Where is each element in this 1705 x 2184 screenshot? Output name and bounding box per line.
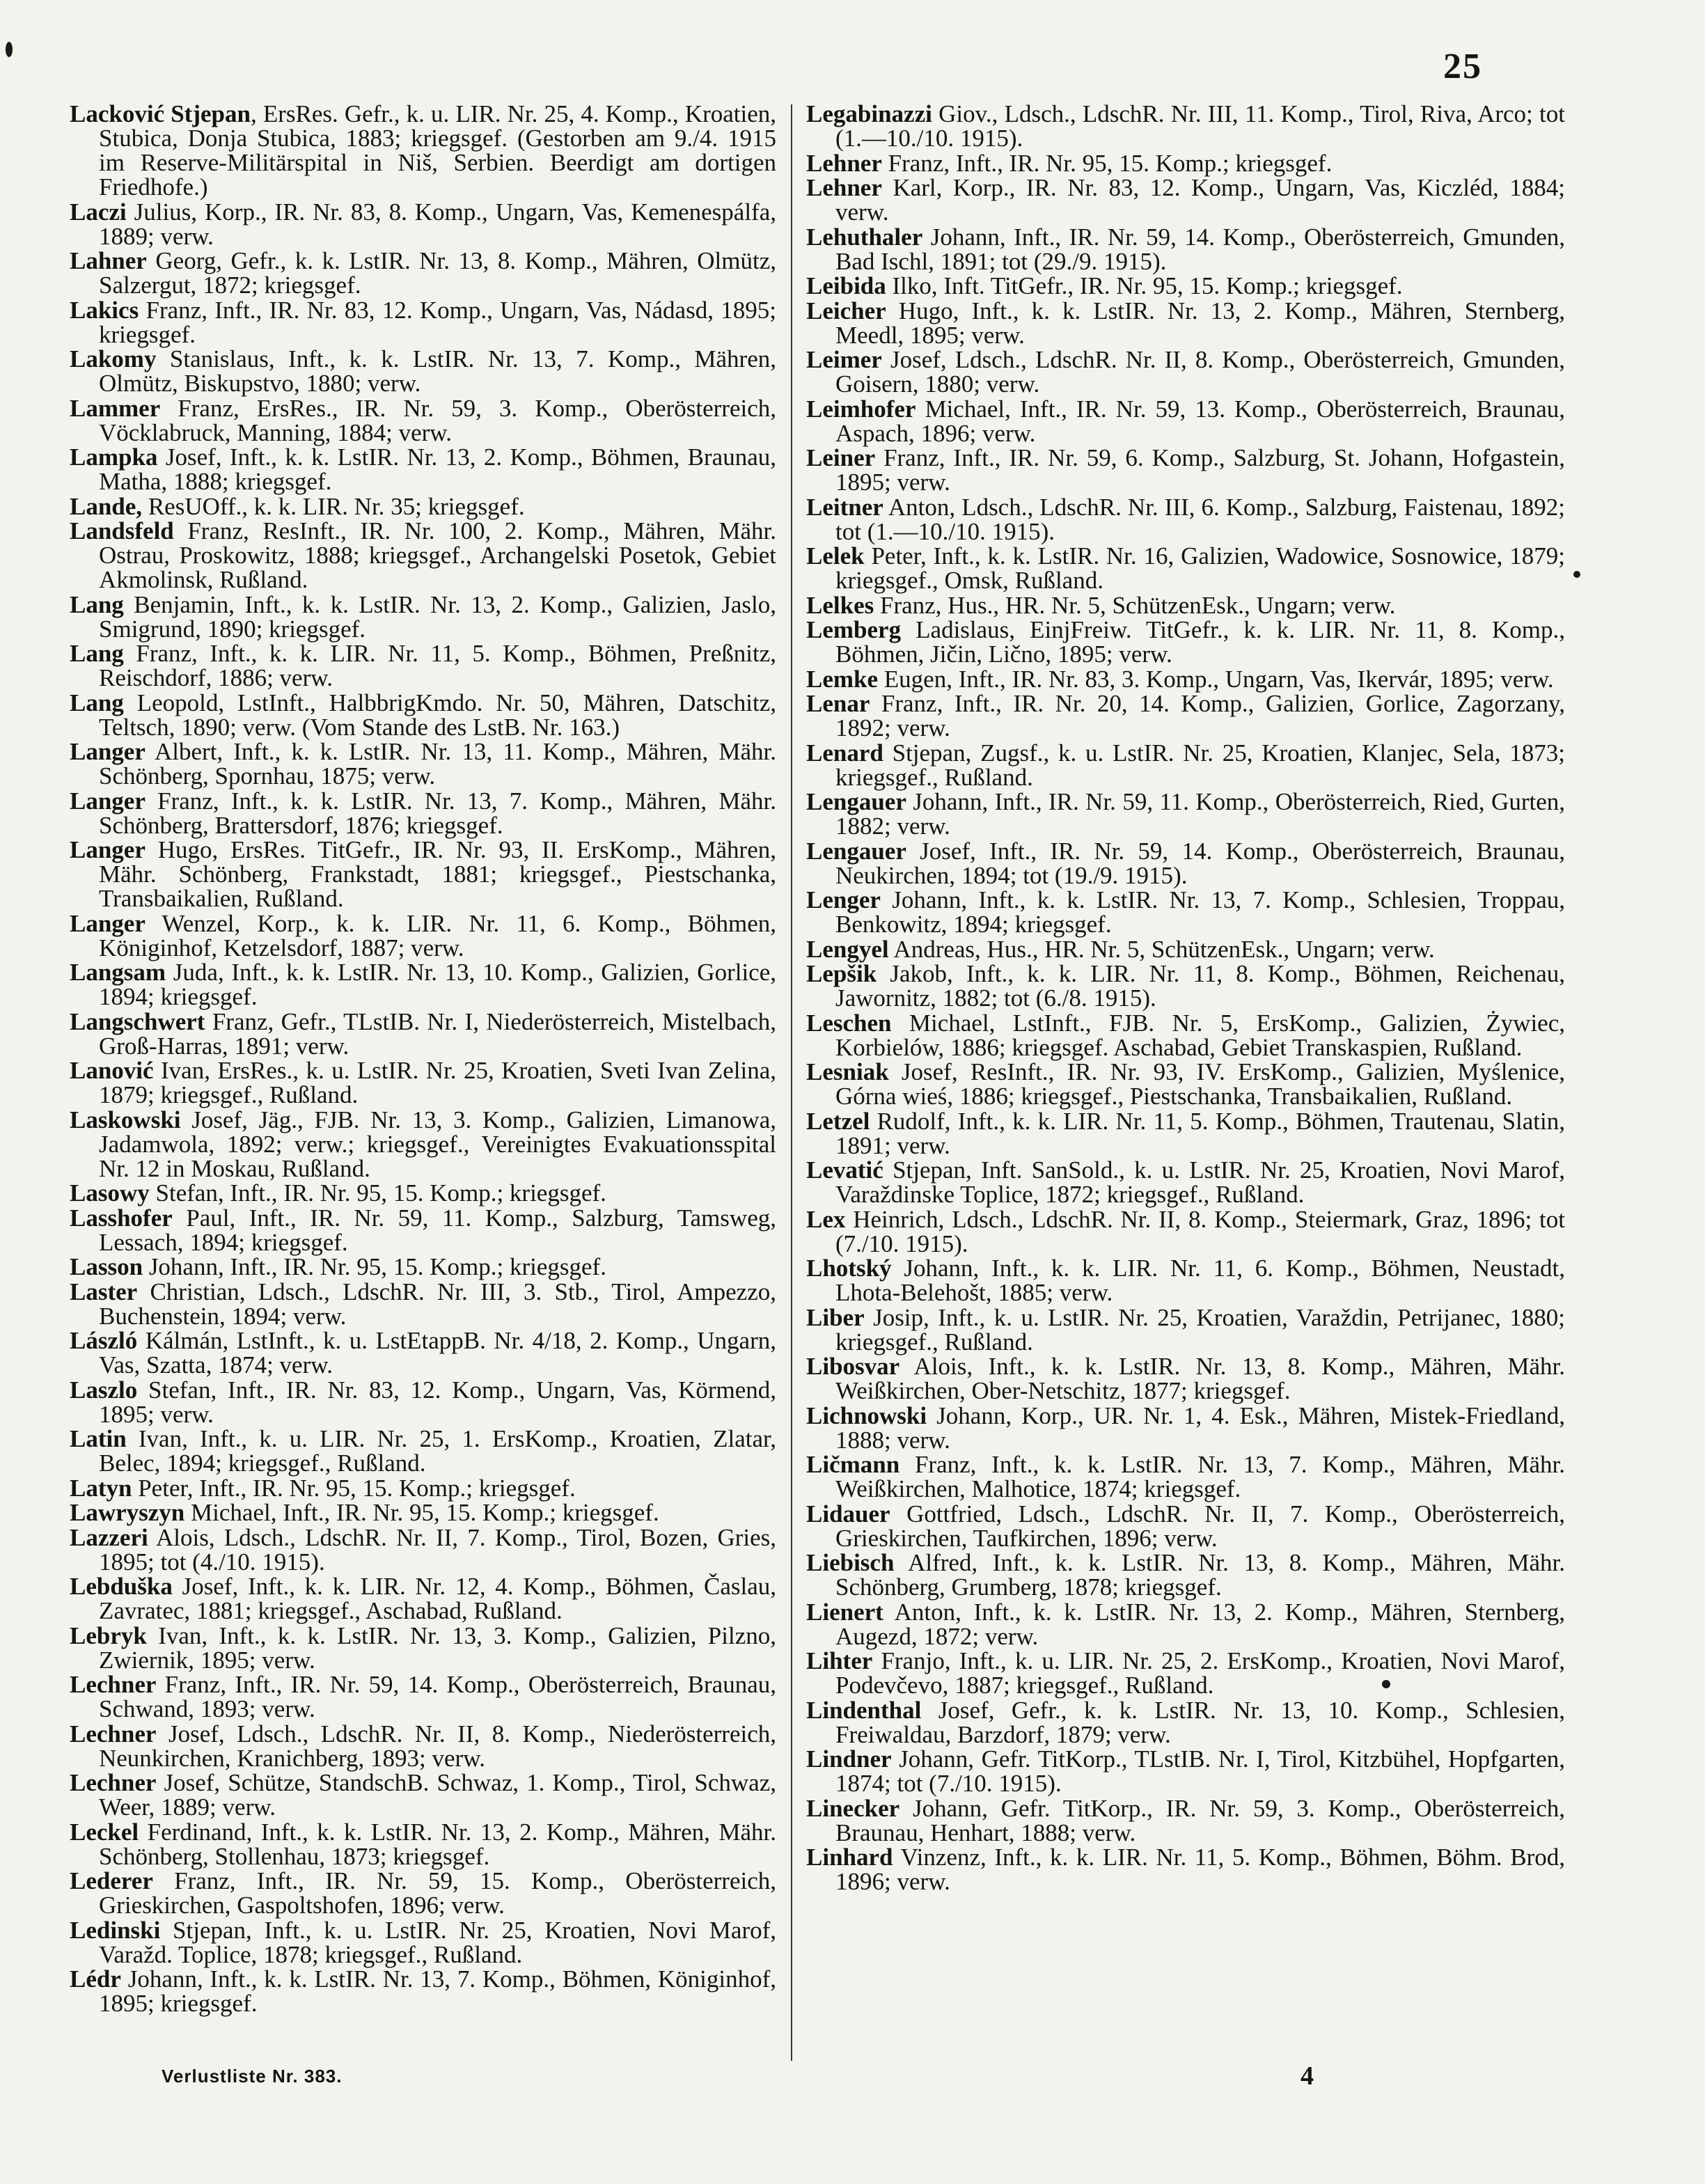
list-entry bbox=[806, 1207, 1565, 1256]
list-entry bbox=[70, 1427, 776, 1475]
entry-surname: Ličmann bbox=[806, 1451, 900, 1478]
list-entry bbox=[70, 739, 776, 788]
entry-details: Franz, ResInft., IR. Nr. 100, 2. Komp., Mähren, Mähr. Ostrau, Proskowitz, 1888; kriegsgef., Archangelski Posetok, Gebiet Akmolinsk, Rußland. bbox=[99, 517, 776, 593]
entry-surname: László bbox=[70, 1327, 138, 1354]
list-entry bbox=[70, 1181, 776, 1205]
entry-surname: Lasshofer bbox=[70, 1204, 173, 1232]
entry-surname: Lakics bbox=[70, 296, 139, 324]
list-entry bbox=[806, 495, 1565, 544]
entry-details: Hugo, Inft., k. k. LstIR. Nr. 13, 2. Komp., Mähren, Sternberg, Meedl, 1895; verw. bbox=[835, 297, 1565, 349]
entry-details: Eugen, Inft., IR. Nr. 83, 3. Komp., Ungarn, Vas, Ikervár, 1895; verw. bbox=[878, 665, 1554, 693]
list-entry bbox=[806, 1354, 1565, 1403]
entry-details: Leopold, LstInft., HalbbrigKmdo. Nr. 50, Mähren, Datschitz, Teltsch, 1890; verw. (Vom Stande des LstB. Nr. 163.) bbox=[99, 689, 776, 741]
entry-surname: Lengauer bbox=[806, 837, 906, 865]
list-entry bbox=[70, 1621, 776, 1674]
list-entry bbox=[70, 102, 776, 199]
entry-details: Franz, ErsRes., IR. Nr. 59, 3. Komp., Oberösterreich, Vöcklabruck, Manning, 1884; verw. bbox=[99, 394, 776, 446]
entry-details: Josip, Inft., k. u. LstIR. Nr. 25, Kroatien, Varaždin, Petrijanec, 1880; kriegsgef., Rußland. bbox=[835, 1303, 1565, 1356]
entry-surname: Lindner bbox=[806, 1745, 892, 1773]
entry-surname: Lelek bbox=[806, 542, 865, 569]
entry-details: Paul, Inft., IR. Nr. 59, 11. Komp., Salzburg, Tamsweg, Lessach, 1894; kriegsgef. bbox=[99, 1204, 776, 1256]
entry-details: Stjepan, Inft. SanSold., k. u. LstIR. Nr. 25, Kroatien, Novi Marof, Varaždinske Toplice, 1872; kriegsgef., Rußland. bbox=[835, 1156, 1565, 1208]
entry-surname: Lechner bbox=[70, 1671, 157, 1698]
list-entry bbox=[70, 1869, 776, 1917]
print-speck bbox=[1573, 571, 1580, 578]
entry-details: Ladislaus, EinjFreiw. TitGefr., k. k. LIR. Nr. 11, 8. Komp., Böhmen, Jičin, Lično, 1895; verw. bbox=[835, 616, 1565, 668]
list-entry bbox=[806, 1796, 1565, 1845]
entry-surname: Lazzeri bbox=[70, 1523, 148, 1551]
entry-details: Gottfried, Ldsch., LdschR. Nr. II, 7. Komp., Oberösterreich, Grieskirchen, Taufkirchen, 1896; verw. bbox=[835, 1500, 1565, 1552]
list-entry bbox=[806, 667, 1565, 691]
entry-surname: Leckel bbox=[70, 1818, 139, 1846]
entry-details: Kálmán, LstInft., k. u. LstEtappB. Nr. 4/18, 2. Komp., Ungarn, Vas, Szatta, 1874; verw. bbox=[99, 1327, 776, 1378]
entry-surname: Lehner bbox=[806, 174, 882, 201]
list-entry bbox=[806, 1502, 1565, 1550]
list-entry bbox=[70, 1500, 776, 1525]
entry-surname: Laskowski bbox=[70, 1106, 181, 1133]
entry-details: Georg, Gefr., k. k. LstIR. Nr. 13, 8. Komp., Mähren, Olmütz, Salzergut, 1872; kriegsgef. bbox=[99, 247, 776, 299]
list-entry bbox=[70, 1820, 776, 1869]
entry-details: Franz, Hus., HR. Nr. 5, SchützenEsk., Ungarn; verw. bbox=[874, 591, 1396, 619]
entry-details: Franz, Inft., IR. Nr. 59, 6. Komp., Salzburg, St. Johann, Hofgastein, 1895; verw. bbox=[835, 444, 1565, 496]
entry-surname: Lechner bbox=[70, 1720, 157, 1747]
entry-details: Stefan, Inft., IR. Nr. 83, 12. Komp., Ungarn, Vas, Körmend, 1895; verw. bbox=[99, 1376, 776, 1428]
entry-details: Ivan, ErsRes., k. u. LstIR. Nr. 25, Kroatien, Sveti Ivan Zelina, 1879; kriegsgef., Rußland. bbox=[99, 1057, 776, 1108]
list-entry bbox=[70, 396, 776, 445]
entry-surname: Lex bbox=[806, 1205, 846, 1233]
entry-surname: Laszlo bbox=[70, 1376, 138, 1404]
entry-details: Michael, Inft., IR. Nr. 95, 15. Komp.; kriegsgef. bbox=[184, 1499, 659, 1526]
entry-details: Johann, Inft., IR. Nr. 59, 14. Komp., Oberösterreich, Gmunden, Bad Ischl, 1891; tot (29./9. 1915). bbox=[835, 223, 1565, 275]
list-entry bbox=[806, 1698, 1565, 1747]
entry-details: Anton, Ldsch., LdschR. Nr. III, 6. Komp., Salzburg, Faistenau, 1892; tot (1.—10./10. 1915). bbox=[835, 493, 1565, 545]
entry-surname: Libosvar bbox=[806, 1353, 900, 1380]
entry-details: Franz, Inft., IR. Nr. 59, 15. Komp., Oberösterreich, Grieskirchen, Gaspoltshofen, 1896; verw. bbox=[99, 1867, 776, 1919]
entry-surname: Liebisch bbox=[806, 1549, 895, 1576]
entry-surname: Lelkes bbox=[806, 591, 874, 619]
sheet-number: 4 bbox=[1301, 2061, 1314, 2091]
list-entry bbox=[806, 225, 1565, 274]
entry-details: Franz, Inft., IR. Nr. 20, 14. Komp., Galizien, Gorlice, Zagorzany, 1892; verw. bbox=[835, 690, 1565, 741]
entry-surname: Lenger bbox=[806, 886, 881, 913]
list-entry bbox=[70, 911, 776, 960]
column-divider bbox=[791, 104, 792, 2061]
entry-surname: Lechner bbox=[70, 1769, 157, 1796]
list-entry bbox=[70, 494, 776, 519]
entry-details: Stjepan, Zugsf., k. u. LstIR. Nr. 25, Kroatien, Klanjec, Sela, 1873; kriegsgef., Rußland. bbox=[835, 739, 1565, 791]
entry-details: Andreas, Hus., HR. Nr. 5, SchützenEsk., Ungarn; verw. bbox=[888, 935, 1435, 963]
entry-details: Julius, Korp., IR. Nr. 83, 8. Komp., Ungarn, Vas, Kemenespálfa, 1889; verw. bbox=[99, 198, 776, 250]
entry-surname: Leibida bbox=[806, 272, 886, 299]
list-entry bbox=[70, 592, 776, 641]
entry-details: Franz, Inft., IR. Nr. 59, 14. Komp., Oberösterreich, Braunau, Schwand, 1893; verw. bbox=[99, 1671, 776, 1722]
entry-surname: Lampka bbox=[70, 443, 158, 471]
entry-surname: Leschen bbox=[806, 1009, 892, 1037]
entry-details: Josef, Schütze, StandschB. Schwaz, 1. Komp., Tirol, Schwaz, Weer, 1889; verw. bbox=[99, 1769, 776, 1821]
entry-surname: Lesniak bbox=[806, 1058, 889, 1085]
entry-details: Ilko, Inft. TitGefr., IR. Nr. 95, 15. Komp.; kriegsgef. bbox=[886, 272, 1403, 299]
entry-details: Franz, Inft., k. k. LstIR. Nr. 13, 7. Komp., Mähren, Mähr. Schönberg, Brattersdorf, 1876; kriegsgef. bbox=[99, 787, 776, 839]
list-entry bbox=[70, 445, 776, 494]
entry-surname: Leiner bbox=[806, 444, 876, 471]
entry-details: Josef, Inft., k. k. LstIR. Nr. 13, 2. Komp., Böhmen, Braunau, Matha, 1888; kriegsgef. bbox=[99, 443, 776, 495]
list-entry bbox=[70, 1672, 776, 1721]
list-entry bbox=[70, 1770, 776, 1819]
entry-details: Franz, Gefr., TLstIB. Nr. I, Niederösterreich, Mistelbach, Groß-Harras, 1891; verw. bbox=[99, 1007, 776, 1060]
list-entry bbox=[806, 1060, 1565, 1108]
entry-details: Juda, Inft., k. k. LstIR. Nr. 13, 10. Komp., Galizien, Gorlice, 1894; kriegsgef. bbox=[99, 959, 776, 1010]
list-entry bbox=[70, 249, 776, 297]
entry-details: Christian, Ldsch., LdschR. Nr. III, 3. Stb., Tirol, Ampezzo, Buchenstein, 1894; verw. bbox=[99, 1278, 776, 1330]
entry-surname: Lengauer bbox=[806, 788, 906, 815]
entry-details: Alois, Inft., k. k. LstIR. Nr. 13, 8. Komp., Mähren, Mähr. Weißkirchen, Ober-Netschitz, 1877; kriegsgef. bbox=[835, 1353, 1565, 1404]
entry-surname: Lengyel bbox=[806, 935, 889, 963]
entry-surname: Lenar bbox=[806, 690, 870, 717]
entry-surname: Letzel bbox=[806, 1107, 870, 1135]
list-entry bbox=[70, 1206, 776, 1255]
list-entry bbox=[806, 544, 1565, 592]
entry-surname: Linecker bbox=[806, 1794, 900, 1822]
list-entry bbox=[70, 1525, 776, 1574]
list-entry bbox=[806, 1452, 1565, 1501]
list-entry bbox=[70, 1280, 776, 1328]
entry-details: Alfred, Inft., k. k. LstIR. Nr. 13, 8. Komp., Mähren, Mähr. Schönberg, Grumberg, 1878; kriegsgef. bbox=[835, 1549, 1565, 1601]
entry-surname: Laster bbox=[70, 1278, 138, 1305]
entry-surname: Linhard bbox=[806, 1844, 893, 1871]
list-entry bbox=[806, 961, 1565, 1010]
entry-details: Josef, Ldsch., LdschR. Nr. II, 8. Komp., Oberösterreich, Gmunden, Goisern, 1880; verw. bbox=[835, 346, 1565, 398]
entry-details: Franz, Inft., IR. Nr. 95, 15. Komp.; kriegsgef. bbox=[881, 149, 1333, 177]
entry-surname: Lhotský bbox=[806, 1255, 892, 1282]
list-entry bbox=[70, 789, 776, 838]
entry-details: Peter, Inft., k. k. LstIR. Nr. 16, Galizien, Wadowice, Sosnowice, 1879; kriegsgef., Omsk, Rußland. bbox=[835, 542, 1565, 594]
list-entry bbox=[70, 1058, 776, 1107]
entry-surname: Lacković Stjepan bbox=[70, 100, 251, 127]
entry-surname: Lasowy bbox=[70, 1179, 150, 1207]
list-entry bbox=[806, 347, 1565, 396]
entry-details: Giov., Ldsch., LdschR. Nr. III, 11. Komp., Tirol, Riva, Arco; tot (1.—10./10. 1915). bbox=[835, 100, 1565, 152]
entry-surname: Liber bbox=[806, 1303, 865, 1331]
entry-details: Michael, LstInft., FJB. Nr. 5, ErsKomp., Galizien, Żywiec, Korbielów, 1886; kriegsgef. Aschabad, Gebiet Transkaspien, Rußland. bbox=[835, 1009, 1565, 1061]
entry-details: Michael, Inft., IR. Nr. 59, 13. Komp., Oberösterreich, Braunau, Aspach, 1896; verw. bbox=[835, 395, 1565, 447]
list-entry bbox=[806, 446, 1565, 494]
entry-surname: Lepšik bbox=[806, 960, 877, 987]
entry-details: Hugo, ErsRes. TitGefr., IR. Nr. 93, II. ErsKomp., Mähren, Mähr. Schönberg, Frankstadt, 1881; kriegsgef., Piestschanka, Transbaikalien, Rußland. bbox=[99, 836, 776, 912]
entry-surname: Lidauer bbox=[806, 1500, 890, 1527]
list-entry bbox=[70, 347, 776, 395]
entry-details: Benjamin, Inft., k. k. LstIR. Nr. 13, 2. Komp., Galizien, Jaslo, Smigrund, 1890; kriegsgef. bbox=[99, 590, 776, 643]
entry-details: Wenzel, Korp., k. k. LIR. Nr. 11, 6. Komp., Böhmen, Königinhof, Ketzelsdorf, 1887; verw. bbox=[99, 909, 776, 961]
list-entry bbox=[70, 691, 776, 739]
entry-details: Josef, Gefr., k. k. LstIR. Nr. 13, 10. Komp., Schlesien, Freiwaldau, Barzdorf, 1879; verw. bbox=[835, 1696, 1565, 1748]
list-entry bbox=[806, 1158, 1565, 1207]
page-number: 25 bbox=[1443, 47, 1482, 86]
list-entry bbox=[70, 1722, 776, 1770]
entry-details: Johann, Inft., IR. Nr. 95, 15. Komp.; kriegsgef. bbox=[143, 1253, 606, 1280]
entry-surname: Lehuthaler bbox=[806, 223, 923, 251]
entry-details: Stjepan, Inft., k. u. LstIR. Nr. 25, Kroatien, Novi Marof, Varažd. Toplice, 1878; kriegsgef., Rußland. bbox=[99, 1916, 776, 1968]
entry-surname: Lande, bbox=[70, 492, 143, 520]
entry-details: Albert, Inft., k. k. LstIR. Nr. 13, 11. Komp., Mähren, Mähr. Schönberg, Spornhau, 1875; verw. bbox=[99, 738, 776, 789]
list-entry bbox=[70, 1967, 776, 2016]
entry-surname: Leimer bbox=[806, 346, 882, 373]
entry-details: Johann, Gefr. TitKorp., IR. Nr. 59, 3. Komp., Oberösterreich, Braunau, Henhart, 1888; verw. bbox=[835, 1794, 1565, 1846]
entry-details: , ErsRes. Gefr., k. u. LIR. Nr. 25, 4. Komp., Kroatien, Stubica, Donja Stubica, 1883; kriegsgef. (Gestorben am 9./4. 1915 im Reserve-Militärspital in Niš, Serbien. Beerdigt am dortigen Friedhofe.) bbox=[99, 100, 776, 201]
list-entry bbox=[806, 618, 1565, 666]
entry-surname: Lasson bbox=[70, 1253, 143, 1280]
list-entry bbox=[70, 838, 776, 911]
entry-details: Vinzenz, Inft., k. k. LIR. Nr. 11, 5. Komp., Böhmen, Böhm. Brod, 1896; verw. bbox=[835, 1844, 1565, 1895]
entry-surname: Langsam bbox=[70, 959, 166, 986]
list-entry bbox=[806, 1747, 1565, 1796]
list-entry bbox=[70, 1378, 776, 1427]
list-entry bbox=[70, 1574, 776, 1623]
entry-details: Ivan, Inft., k. k. LstIR. Nr. 13, 3. Komp., Galizien, Pilzno, Zwiernik, 1895; verw. bbox=[99, 1621, 776, 1674]
list-entry bbox=[70, 641, 776, 690]
list-entry bbox=[70, 1476, 776, 1500]
entry-surname: Lehner bbox=[806, 149, 882, 177]
list-entry bbox=[806, 1600, 1565, 1649]
entry-surname: Leicher bbox=[806, 297, 886, 324]
entry-details: Heinrich, Ldsch., LdschR. Nr. II, 8. Komp., Steiermark, Graz, 1896; tot (7./10. 1915). bbox=[835, 1205, 1565, 1257]
entry-surname: Lemke bbox=[806, 665, 879, 693]
entry-surname: Leitner bbox=[806, 493, 883, 521]
entry-surname: Lakomy bbox=[70, 345, 157, 372]
entry-surname: Legabinazzi bbox=[806, 100, 932, 127]
list-entry bbox=[806, 888, 1565, 936]
list-entry bbox=[806, 299, 1565, 347]
entry-surname: Lichnowski bbox=[806, 1401, 927, 1429]
list-entry bbox=[806, 741, 1565, 789]
entry-details: Johann, Inft., k. k. LstIR. Nr. 13, 7. Komp., Schlesien, Troppau, Benkowitz, 1894; kriegsgef. bbox=[835, 886, 1565, 938]
entry-surname: Lienert bbox=[806, 1598, 883, 1626]
entry-surname: Latyn bbox=[70, 1474, 132, 1502]
entry-surname: Lindenthal bbox=[806, 1696, 922, 1724]
entry-details: Karl, Korp., IR. Nr. 83, 12. Komp., Ungarn, Vas, Kiczléd, 1884; verw. bbox=[835, 174, 1565, 226]
list-entry bbox=[806, 691, 1565, 740]
list-entry bbox=[806, 151, 1565, 175]
list-entry bbox=[70, 1108, 776, 1181]
list-entry bbox=[806, 102, 1565, 150]
entry-surname: Laczi bbox=[70, 198, 127, 226]
list-entry bbox=[806, 1256, 1565, 1305]
list-entry bbox=[806, 397, 1565, 446]
print-speck bbox=[1382, 1680, 1390, 1688]
list-entry bbox=[806, 175, 1565, 224]
entry-surname: Langer bbox=[70, 909, 146, 937]
entry-details: Anton, Inft., k. k. LstIR. Nr. 13, 2. Komp., Mähren, Sternberg, Augezd, 1872; verw. bbox=[835, 1598, 1565, 1650]
list-entry bbox=[70, 1918, 776, 1967]
entry-details: Josef, Jäg., FJB. Nr. 13, 3. Komp., Galizien, Limanowa, Jadamwola, 1892; verw.; kriegsgef., Vereinigtes Evakuationsspital Nr. 12 in Moskau, Rußland. bbox=[99, 1106, 776, 1182]
entry-surname: Leimhofer bbox=[806, 395, 916, 423]
entry-surname: Lédr bbox=[70, 1965, 121, 1993]
entry-surname: Landsfeld bbox=[70, 517, 174, 544]
entry-details: Ferdinand, Inft., k. k. LstIR. Nr. 13, 2. Komp., Mähren, Mähr. Schönberg, Stollenhau, 1873; kriegsgef. bbox=[99, 1818, 776, 1870]
entry-surname: Lammer bbox=[70, 394, 161, 422]
list-entry bbox=[70, 519, 776, 592]
entry-details: Johann, Gefr. TitKorp., TLstIB. Nr. I, Tirol, Kitzbühel, Hopfgarten, 1874; tot (7./10. 1915). bbox=[835, 1745, 1565, 1797]
list-entry bbox=[70, 1009, 776, 1058]
entry-surname: Latin bbox=[70, 1425, 127, 1452]
entry-details: Peter, Inft., IR. Nr. 95, 15. Komp.; kriegsgef. bbox=[132, 1474, 576, 1502]
list-entry bbox=[806, 789, 1565, 838]
list-entry bbox=[70, 1328, 776, 1377]
entry-surname: Lebryk bbox=[70, 1621, 147, 1649]
list-entry bbox=[806, 1305, 1565, 1354]
entry-surname: Lederer bbox=[70, 1867, 153, 1894]
list-entry bbox=[806, 1401, 1565, 1454]
entry-surname: Lenard bbox=[806, 739, 883, 767]
list-number-footer: Verlustliste Nr. 383. bbox=[162, 2066, 343, 2087]
entry-details: Johann, Inft., k. k. LstIR. Nr. 13, 7. Komp., Böhmen, Königinhof, 1895; kriegsgef. bbox=[99, 1965, 776, 2017]
list-entry bbox=[70, 200, 776, 249]
entry-surname: Langer bbox=[70, 738, 146, 765]
list-entry bbox=[806, 1011, 1565, 1060]
list-entry bbox=[806, 593, 1565, 618]
entry-details: Franz, Inft., IR. Nr. 83, 12. Komp., Ungarn, Vas, Nádasd, 1895; kriegsgef. bbox=[99, 296, 776, 348]
entry-surname: Lawryszyn bbox=[70, 1499, 185, 1526]
entry-surname: Lemberg bbox=[806, 616, 902, 643]
entry-details: ResUOff., k. k. LIR. Nr. 35; kriegsgef. bbox=[142, 492, 525, 520]
list-entry bbox=[806, 274, 1565, 298]
entry-surname: Langer bbox=[70, 836, 146, 863]
list-entry bbox=[806, 1649, 1565, 1697]
print-speck bbox=[6, 42, 13, 57]
entry-details: Josef, Inft., IR. Nr. 59, 14. Komp., Oberösterreich, Braunau, Neukirchen, 1894; tot (19./9. 1915). bbox=[835, 837, 1565, 889]
entry-surname: Lahner bbox=[70, 247, 147, 274]
entry-details: Johann, Korp., UR. Nr. 1, 4. Esk., Mähren, Mistek-Friedland, 1888; verw. bbox=[835, 1401, 1565, 1454]
entry-surname: Levatić bbox=[806, 1156, 883, 1184]
entry-surname: Langer bbox=[70, 787, 146, 815]
entry-details: Franjo, Inft., k. u. LIR. Nr. 25, 2. ErsKomp., Kroatien, Novi Marof, Podevčevo, 1887; kriegsgef., Rußland. bbox=[835, 1647, 1565, 1699]
list-entry bbox=[806, 839, 1565, 888]
entry-details: Franz, Inft., k. k. LstIR. Nr. 13, 7. Komp., Mähren, Mähr. Weißkirchen, Malhotice, 1874; kriegsgef. bbox=[835, 1451, 1565, 1502]
entry-details: Franz, Inft., k. k. LIR. Nr. 11, 5. Komp., Böhmen, Preßnitz, Reischdorf, 1886; verw. bbox=[99, 640, 776, 691]
entry-details: Johann, Inft., IR. Nr. 59, 11. Komp., Oberösterreich, Ried, Gurten, 1882; verw. bbox=[835, 788, 1565, 840]
entry-surname: Lihter bbox=[806, 1647, 873, 1674]
entry-surname: Lang bbox=[70, 590, 124, 618]
list-entry bbox=[806, 1845, 1565, 1894]
list-entry bbox=[70, 298, 776, 347]
left-column bbox=[70, 102, 776, 2016]
entry-details: Stanislaus, Inft., k. k. LstIR. Nr. 13, 7. Komp., Mähren, Olmütz, Biskupstvo, 1880; verw. bbox=[99, 345, 776, 397]
entry-surname: Lang bbox=[70, 640, 124, 667]
entry-details: Jakob, Inft., k. k. LIR. Nr. 11, 8. Komp., Böhmen, Reichenau, Jawornitz, 1882; tot (6./8. 1915). bbox=[835, 960, 1565, 1012]
list-entry bbox=[70, 1255, 776, 1279]
entry-details: Ivan, Inft., k. u. LIR. Nr. 25, 1. ErsKomp., Kroatien, Zlatar, Belec, 1894; kriegsgef., Rußland. bbox=[99, 1425, 776, 1477]
entry-surname: Ledinski bbox=[70, 1916, 161, 1944]
right-column bbox=[806, 102, 1565, 1894]
entry-details: Josef, ResInft., IR. Nr. 93, IV. ErsKomp., Galizien, Myślenice, Górna wieś, 1886; kriegsgef., Piestschanka, Transbaikalien, Rußland. bbox=[835, 1058, 1565, 1110]
entry-surname: Langschwert bbox=[70, 1007, 205, 1035]
list-entry bbox=[806, 1550, 1565, 1599]
entry-details: Johann, Inft., k. k. LIR. Nr. 11, 6. Komp., Böhmen, Neustadt, Lhota-Belehošt, 1885; verw. bbox=[835, 1255, 1565, 1306]
list-entry bbox=[70, 960, 776, 1009]
entry-details: Stefan, Inft., IR. Nr. 95, 15. Komp.; kriegsgef. bbox=[149, 1179, 606, 1207]
entry-details: Alois, Ldsch., LdschR. Nr. II, 7. Komp., Tirol, Bozen, Gries, 1895; tot (4./10. 1915). bbox=[99, 1523, 776, 1576]
entry-surname: Lebduška bbox=[70, 1573, 173, 1600]
entry-details: Rudolf, Inft., k. k. LIR. Nr. 11, 5. Komp., Böhmen, Trautenau, Slatin, 1891; verw. bbox=[835, 1107, 1565, 1159]
entry-surname: Lang bbox=[70, 689, 124, 716]
list-entry bbox=[806, 1109, 1565, 1158]
entry-details: Josef, Inft., k. k. LIR. Nr. 12, 4. Komp., Böhmen, Časlau, Zavratec, 1881; kriegsgef., Aschabad, Rußland. bbox=[99, 1573, 776, 1624]
list-entry bbox=[806, 937, 1565, 961]
entry-surname: Lanović bbox=[70, 1057, 154, 1084]
entry-details: Josef, Ldsch., LdschR. Nr. II, 8. Komp., Niederösterreich, Neunkirchen, Kranichberg, 1893; verw. bbox=[99, 1720, 776, 1772]
